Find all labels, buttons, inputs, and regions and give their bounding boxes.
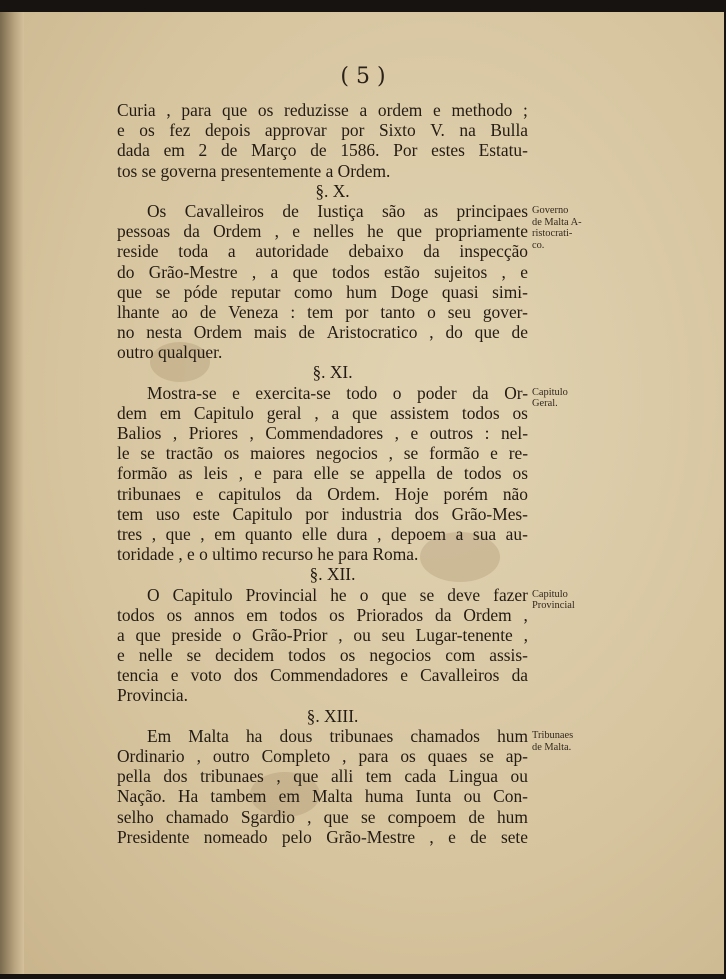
text-line: tres , que , em quanto elle dura , depoem a sua au- xyxy=(117,523,528,544)
text-line: tem uso este Capitulo por industria dos Grão-Mes- xyxy=(117,503,528,524)
text-line: reside toda a autoridade debaixo da inspecção xyxy=(117,241,528,262)
text-line: Mostra-se e exercita-se todo o poder da Or- xyxy=(147,382,528,403)
section-heading: §. XII. xyxy=(309,564,356,585)
text-line: outro qualquer. xyxy=(117,342,223,363)
text-line: toridade , e o ultimo recurso he para Roma. xyxy=(117,544,419,565)
text-line: no nesta Ordem mais de Aristocratico , do que de xyxy=(117,322,528,343)
text-line: Provincia. xyxy=(117,685,188,706)
text-line: tribunaes e capitulos da Ordem. Hoje porém não xyxy=(117,483,528,504)
text-line: Balios , Priores , Commendadores , e outros : nel- xyxy=(117,423,528,443)
text-line: e os fez depois approvar por Sixto V. na Bulla xyxy=(117,120,528,141)
margin-note xyxy=(532,589,604,612)
margin-note xyxy=(532,730,604,753)
margin-note-line: Governo xyxy=(532,205,569,216)
margin-note-line: de Malta A- xyxy=(532,216,582,228)
text-line: formão as leis , e para elle se appella de todos os xyxy=(117,463,528,484)
margin-note xyxy=(532,205,604,251)
text-line: tencia e voto dos Commendadores e Cavalleiros da xyxy=(117,665,528,686)
body-text xyxy=(117,100,528,847)
section-heading: §. XIII. xyxy=(306,705,359,726)
margin-note-line: Provincial xyxy=(532,600,575,612)
text-line: pessoas da Ordem , e nelles he que propriamente xyxy=(117,221,528,242)
margin-note xyxy=(532,387,604,410)
margin-note-line: co. xyxy=(532,239,545,251)
section-heading: §. X. xyxy=(315,180,350,201)
text-line: Ordinario , outro Completo , para os quaes se ap- xyxy=(117,746,528,766)
text-line: do Grão-Mestre , a que todos estão sujeitos , e xyxy=(117,261,528,282)
text-line: Presidente nomeado pelo Grão-Mestre , e de sete xyxy=(117,826,528,847)
page-gutter xyxy=(0,12,24,974)
text-line: Os Cavalleiros de Iustiça são as principaes xyxy=(147,200,528,221)
margin-note-line: Capitulo xyxy=(532,386,568,398)
text-line: e nelle se decidem todos os negocios com assis- xyxy=(117,645,528,666)
text-line: tos se governa presentemente a Ordem. xyxy=(117,160,391,181)
text-line: selho chamado Sgardio , que se compoem de hum xyxy=(117,806,528,827)
margin-note-line: de Malta. xyxy=(532,741,572,753)
margin-note-line: Tribunaes xyxy=(532,730,574,742)
text-line: pella dos tribunaes , que alli tem cada Lingua ou xyxy=(117,766,528,787)
text-line: le se tractão os maiores negocios , se formão e re- xyxy=(117,443,528,464)
text-line: que se póde reputar como hum Doge quasi simi- xyxy=(117,281,528,302)
text-line: Nação. Ha tambem em Malta huma Iunta ou Con- xyxy=(117,786,528,807)
text-line: dada em 2 de Março de 1586. Por estes Estatu- xyxy=(117,140,528,161)
margin-note-line: Geral. xyxy=(532,398,558,410)
margin-note-line: ristocrati- xyxy=(532,228,573,239)
text-line: todos os annos em todos os Priorados da Ordem , xyxy=(117,604,528,625)
text-line: Curia , para que os reduzisse a ordem e methodo ; xyxy=(117,100,528,120)
page-number: ( 5 ) xyxy=(340,64,386,89)
text-line: dem em Capitulo geral , a que assistem todos os xyxy=(117,402,528,423)
section-heading: §. XI. xyxy=(312,362,353,383)
text-line: a que preside o Grão-Prior , ou seu Lugar-tenente , xyxy=(117,624,528,645)
text-line: lhante ao de Veneza : tem por tanto o seu gover- xyxy=(117,301,528,322)
margin-note-line: Capitulo xyxy=(532,588,568,600)
text-line: Em Malta ha dous tribunaes chamados hum xyxy=(147,725,528,746)
text-line: O Capitulo Provincial he o que se deve fazer xyxy=(147,584,528,605)
